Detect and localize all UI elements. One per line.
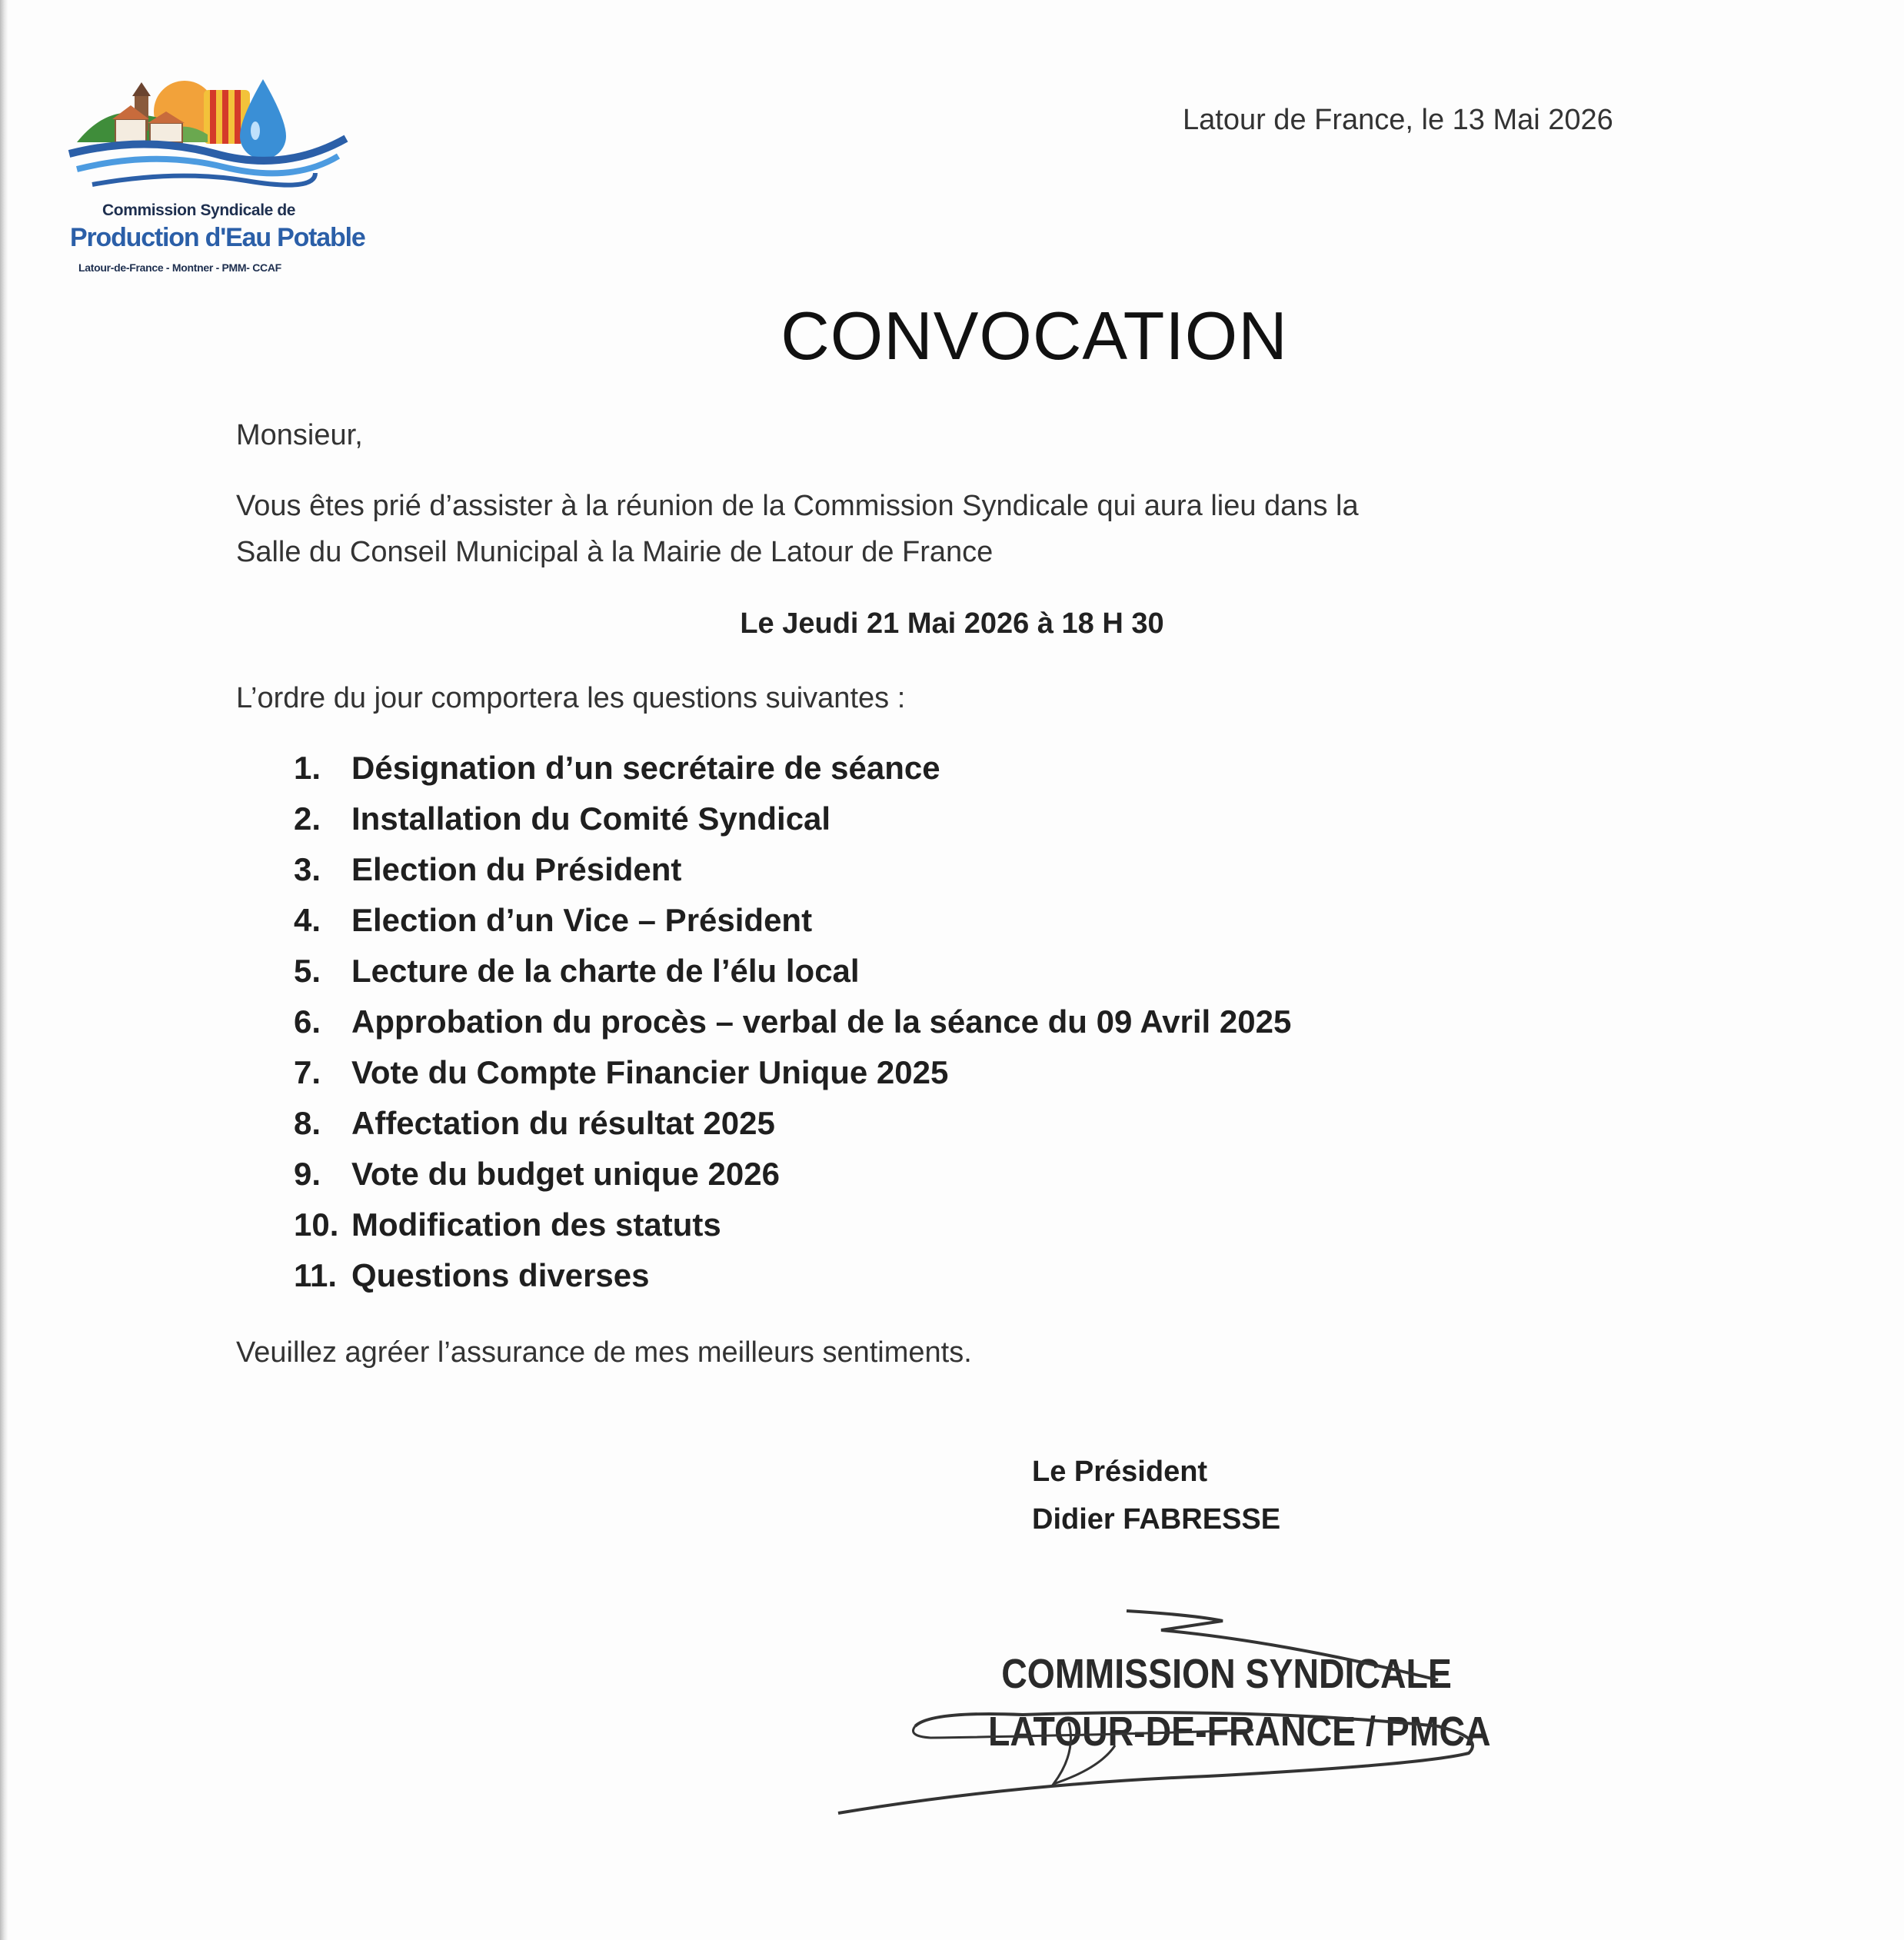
salutation: Monsieur, [236, 419, 363, 451]
agenda-item [294, 750, 1291, 800]
scan-edge-shadow [0, 0, 8, 1940]
agenda-item-number: 8. [294, 1105, 321, 1141]
agenda-item-label: Modification des statuts [351, 1206, 721, 1243]
agenda-item [294, 851, 1291, 902]
agenda-item [294, 1003, 1291, 1054]
meeting-datetime: Le Jeudi 21 Mai 2026 à 18 H 30 [740, 607, 1164, 640]
agenda-item [294, 1156, 1291, 1206]
agenda-item-label: Vote du Compte Financier Unique 2025 [351, 1054, 949, 1090]
agenda-item-label: Installation du Comité Syndical [351, 800, 831, 837]
agenda-item [294, 1105, 1291, 1156]
logo-text-line2: Production d'Eau Potable [70, 223, 365, 252]
agenda-item-label: Election d’un Vice – Président [351, 902, 813, 938]
agenda-item-number: 6. [294, 1003, 321, 1040]
agenda-item [294, 1206, 1291, 1257]
organization-logo [62, 73, 354, 211]
logo-text-line3: Latour-de-France - Montner - PMM- CCAF [78, 261, 281, 274]
agenda-item-label: Désignation d’un secrétaire de séance [351, 750, 940, 786]
agenda-list [294, 750, 1291, 1308]
agenda-item-label: Affectation du résultat 2025 [351, 1105, 775, 1141]
agenda-item [294, 902, 1291, 953]
agenda-item-label: Lecture de la charte de l’élu local [351, 953, 860, 989]
stamp-line-2: LATOUR-DE-FRANCE / PMCA [988, 1707, 1491, 1755]
agenda-item-label: Approbation du procès – verbal de la séance du 09 Avril 2025 [351, 1003, 1292, 1040]
signatory-name: Didier FABRESSE [1032, 1503, 1281, 1536]
agenda-item-number: 11. [294, 1257, 338, 1293]
agenda-item-label: Vote du budget unique 2026 [351, 1156, 780, 1192]
logo-text-line1: Commission Syndicale de [102, 201, 296, 219]
intro-line-2: Salle du Conseil Municipal à la Mairie de Latour de France [236, 536, 994, 568]
agenda-item [294, 800, 1291, 851]
agenda-item-number: 7. [294, 1054, 321, 1090]
signatory-role: Le Président [1032, 1456, 1208, 1488]
stamp-line-1: COMMISSION SYNDICALE [1001, 1649, 1452, 1697]
official-stamp-and-signature [823, 1599, 1500, 1830]
agenda-intro: L’ordre du jour comportera les questions suivantes : [236, 682, 906, 714]
agenda-item-label: Election du Président [351, 851, 682, 887]
agenda-item-number: 2. [294, 800, 321, 837]
agenda-item-number: 5. [294, 953, 321, 989]
agenda-item-number: 4. [294, 902, 321, 938]
agenda-item [294, 953, 1291, 1003]
place-and-date: Latour de France, le 13 Mai 2026 [1183, 104, 1613, 136]
agenda-item-number: 3. [294, 851, 321, 887]
document-title: CONVOCATION [781, 298, 1288, 374]
agenda-item-number: 10. [294, 1206, 339, 1243]
agenda-item [294, 1257, 1291, 1308]
agenda-item [294, 1054, 1291, 1105]
intro-line-1: Vous êtes prié d’assister à la réunion de la Commission Syndicale qui aura lieu dans la [236, 490, 1359, 522]
agenda-item-label: Questions diverses [351, 1257, 650, 1293]
agenda-item-number: 9. [294, 1156, 321, 1192]
closing-formula: Veuillez agréer l’assurance de mes meilleurs sentiments. [236, 1336, 972, 1369]
agenda-item-number: 1. [294, 750, 321, 786]
